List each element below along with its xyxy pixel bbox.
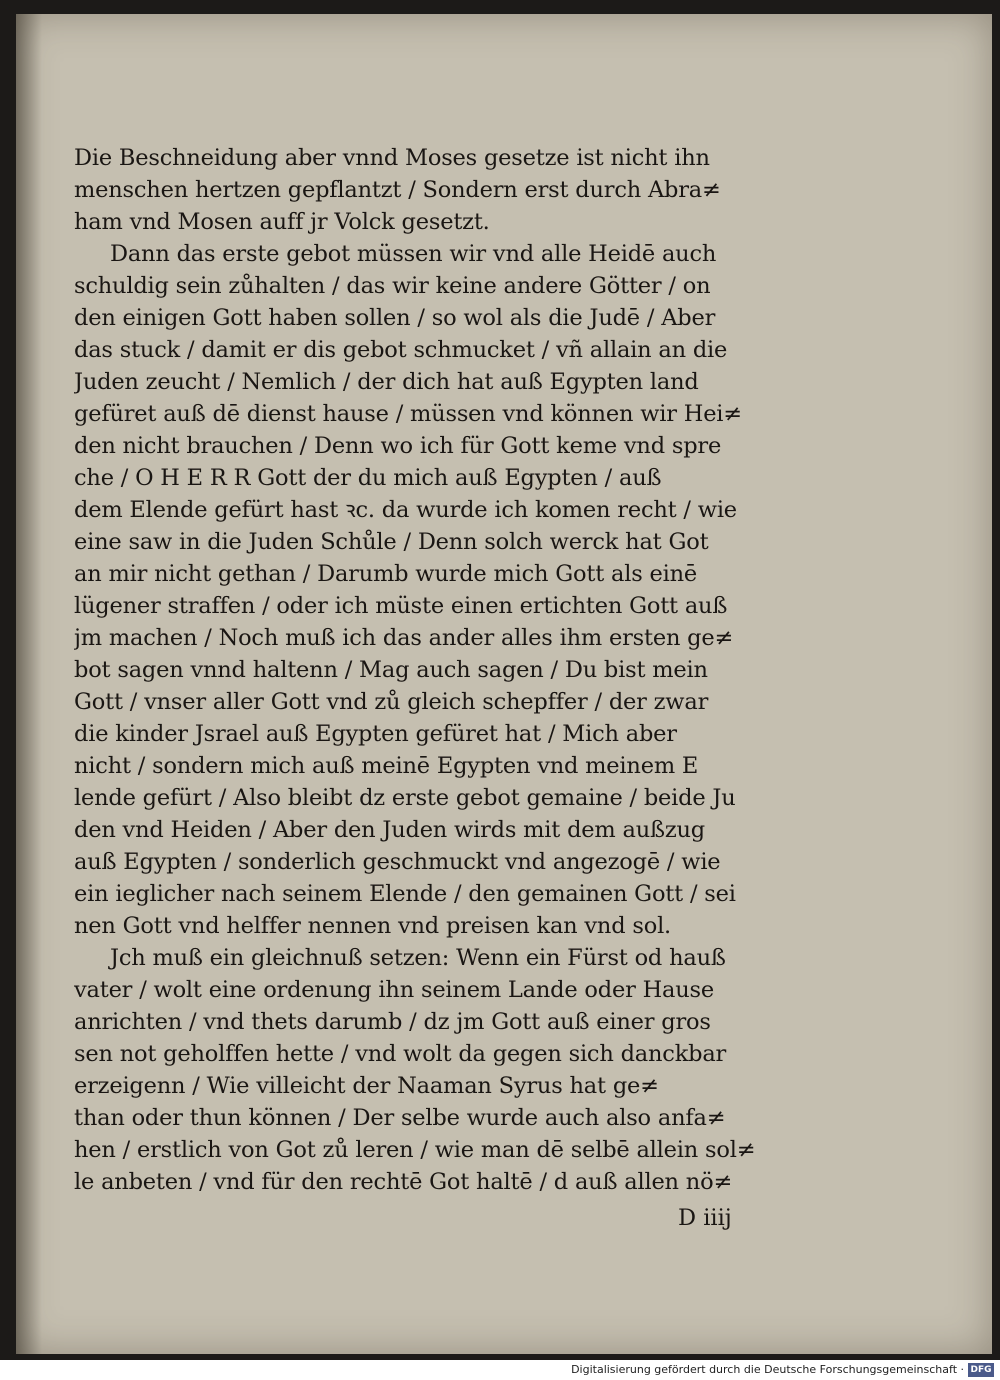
page-gutter-shadow [16, 14, 42, 1354]
dfg-logo: DFG [968, 1363, 994, 1377]
text-line: jm machen / Noch muß ich das ander alles ihm ersten ge≠ [74, 625, 734, 651]
text-line: le anbeten / vnd für den rechtē Got haltē / d auß allen nö≠ [74, 1169, 733, 1195]
text-line: nicht / sondern mich auß meinē Egypten vnd meinem E [74, 753, 699, 779]
text-line: den einigen Gott haben sollen / so wol als die Judē / Aber [74, 305, 716, 331]
text-line: ein ieglicher nach seinem Elende / den gemainen Gott / sei [74, 881, 736, 907]
text-line: Juden zeucht / Nemlich / der dich hat auß Egypten land [74, 369, 699, 395]
text-line: erzeigenn / Wie villeicht der Naaman Syrus hat ge≠ [74, 1073, 659, 1099]
text-line: Die Beschneidung aber vnnd Moses gesetze ist nicht ihn [74, 145, 710, 171]
text-line: Dann das erste gebot müssen wir vnd alle Heidē auch [110, 241, 717, 267]
text-line: die kinder Jsrael auß Egypten gefüret hat / Mich aber [74, 721, 677, 747]
text-line: an mir nicht gethan / Darumb wurde mich Gott als einē [74, 561, 698, 587]
text-line: den nicht brauchen / Denn wo ich für Gott keme vnd spre [74, 433, 722, 459]
text-line: dem Elende gefürt hast ꝛc. da wurde ich komen recht / wie [74, 497, 737, 523]
text-line: lügener straffen / oder ich müste einen ertichten Gott auß [74, 593, 728, 619]
text-line: che / O H E R R Gott der du mich auß Egypten / auß [74, 465, 662, 491]
text-line: nen Gott vnd helffer nennen vnd preisen kan vnd sol. [74, 913, 672, 939]
text-line: Jch muß ein gleichnuß setzen: Wenn ein Fürst od hauß [110, 945, 726, 971]
text-line: schuldig sein zůhalten / das wir keine andere Götter / on [74, 273, 711, 299]
page-text-block [74, 142, 822, 1198]
footer-credit: Digitalisierung gefördert durch die Deutsche Forschungsgemeinschaft · [571, 1363, 964, 1376]
text-line: ham vnd Mosen auff jr Volck gesetzt. [74, 209, 490, 235]
text-line: hen / erstlich von Got zů leren / wie man dē selbē allein sol≠ [74, 1137, 756, 1163]
text-line: gefüret auß dē dienst hause / müssen vnd können wir Hei≠ [74, 401, 742, 427]
text-line: than oder thun können / Der selbe wurde auch also anfa≠ [74, 1105, 726, 1131]
text-line: das stuck / damit er dis gebot schmucket / vñ allain an die [74, 337, 728, 363]
signature-mark: D iiij [678, 1205, 732, 1231]
text-line: auß Egypten / sonderlich geschmuckt vnd angezogē / wie [74, 849, 721, 875]
text-line: menschen hertzen gepflantzt / Sondern erst durch Abra≠ [74, 177, 721, 203]
text-line: lende gefürt / Also bleibt dz erste gebot gemaine / beide Ju [74, 785, 736, 811]
text-line: eine saw in die Juden Schůle / Denn solch werck hat Got [74, 529, 709, 555]
text-line: den vnd Heiden / Aber den Juden wirds mit dem außzug [74, 817, 705, 843]
text-line: anrichten / vnd thets darumb / dz jm Gott auß einer gros [74, 1009, 711, 1035]
text-line: bot sagen vnnd haltenn / Mag auch sagen / Du bist mein [74, 657, 708, 683]
text-line: sen not geholffen hette / vnd wolt da gegen sich danckbar [74, 1041, 727, 1067]
text-line: Gott / vnser aller Gott vnd zů gleich schepffer / der zwar [74, 689, 709, 715]
text-line: vater / wolt eine ordenung ihn seinem Lande oder Hause [74, 977, 714, 1003]
